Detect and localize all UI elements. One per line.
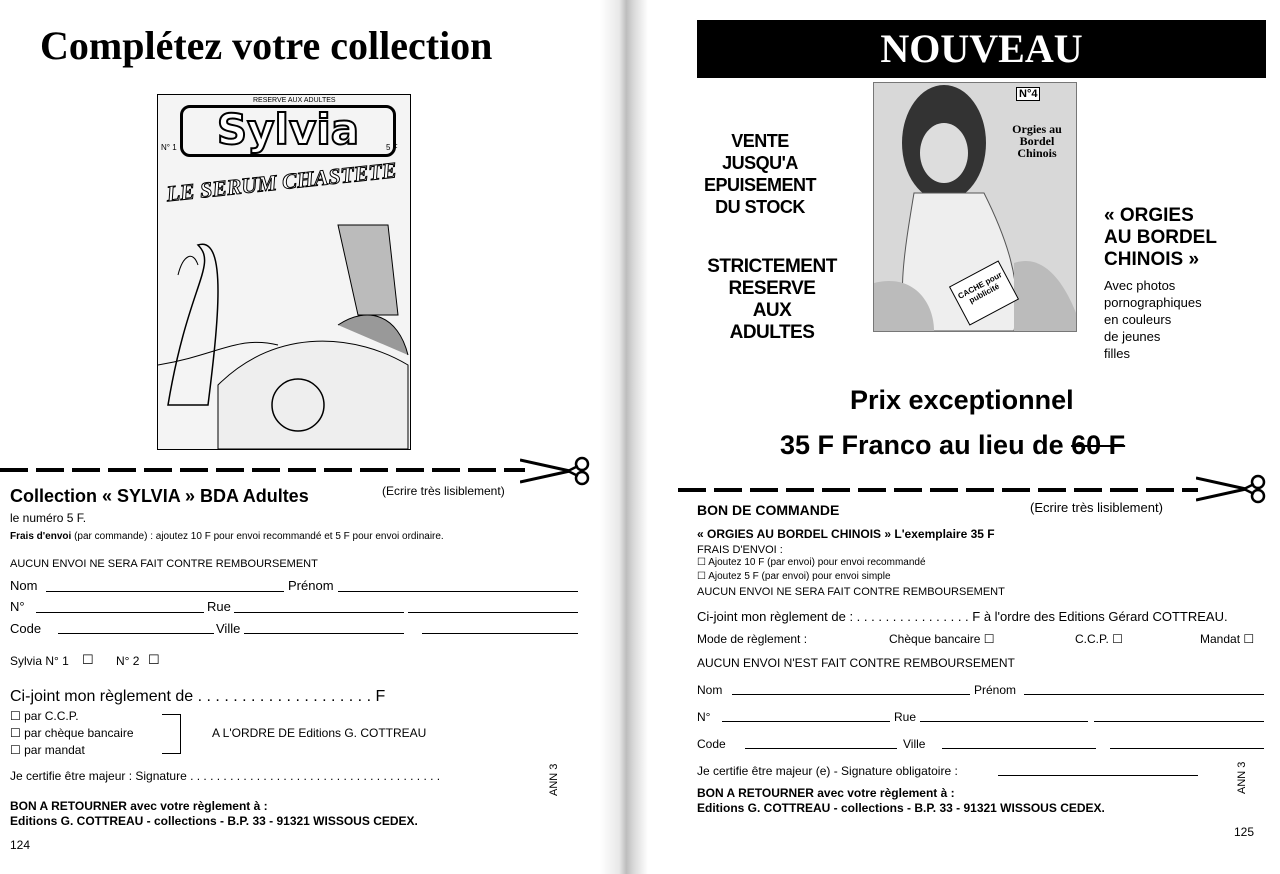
order-note: (Ecrire très lisiblement) <box>382 484 505 498</box>
vente-line: DU STOCK <box>715 197 805 217</box>
price-line: le numéro 5 F. <box>10 511 87 525</box>
product-title-line: AU BORDEL <box>1104 227 1217 248</box>
nom-label: Nom <box>697 683 723 697</box>
payment-line: Ci-joint mon règlement de . . . . . . . . . . . . . . . . . . . . F <box>10 688 386 705</box>
mode-label: Mode de règlement : <box>697 632 808 646</box>
order-heading: BON DE COMMANDE <box>697 502 840 518</box>
rue-label: Rue <box>894 710 917 724</box>
shipping-line <box>10 531 444 542</box>
issue2-checkbox[interactable]: ☐ <box>148 652 160 667</box>
reserve-block <box>692 256 852 344</box>
reserve-line: RESERVE <box>728 278 816 299</box>
cut-line <box>0 468 525 472</box>
ville-field[interactable] <box>942 748 1096 749</box>
price-heading: Prix exceptionnel <box>850 385 1074 415</box>
desc-line: Avec photos <box>1104 278 1176 293</box>
ville-field-2[interactable] <box>422 633 578 634</box>
certify-line: Je certifie être majeur : Signature . . . . . . . . . . . . . . . . . . . . . . . . . . . . . . . . . . . . . . <box>10 769 441 783</box>
frais-recommande-option[interactable]: ☐ Ajoutez 10 F (par envoi) pour envoi recommandé <box>697 557 926 568</box>
rue-field-2[interactable] <box>1094 721 1264 722</box>
order-note: (Ecrire très lisiblement) <box>1030 500 1163 515</box>
cover-story-title: LE SERUM CHASTETE <box>165 157 398 207</box>
return-line-1: BON A RETOURNER avec votre règlement à : <box>10 799 268 813</box>
cover-title: Orgies au Bordel Chinois <box>1012 122 1062 160</box>
scissors-icon <box>1196 474 1278 504</box>
no-field[interactable] <box>722 721 890 722</box>
payment-bracket <box>162 714 181 754</box>
cover-price: 5 F <box>386 143 398 152</box>
return-line-1: BON A RETOURNER avec votre règlement à : <box>697 786 955 800</box>
product-title <box>1104 205 1217 271</box>
no-field[interactable] <box>36 612 204 613</box>
code-field[interactable] <box>58 633 214 634</box>
frais-label: FRAIS D'ENVOI : <box>697 544 783 556</box>
desc-line: filles <box>1104 346 1131 361</box>
order-item: « ORGIES AU BORDEL CHINOIS » L'exemplaire 35 F <box>697 527 995 541</box>
prenom-field[interactable] <box>338 591 578 592</box>
cover-number: N° 1 <box>161 143 177 152</box>
vente-block <box>700 130 820 218</box>
cover-number: N°4 <box>1016 87 1040 101</box>
rue-field-2[interactable] <box>408 612 578 613</box>
mandat-option[interactable]: Mandat ☐ <box>1200 632 1255 646</box>
product-title-line: « ORGIES <box>1104 205 1194 226</box>
reserve-line: AUX <box>752 300 792 321</box>
nom-field[interactable] <box>46 591 284 592</box>
vente-line: VENTE <box>731 131 789 151</box>
vente-line: EPUISEMENT <box>703 175 817 195</box>
orgies-cover-image <box>873 82 1077 332</box>
reserve-line: ADULTES <box>729 322 815 343</box>
prenom-label: Prénom <box>288 578 334 593</box>
nouveau-banner: NOUVEAU <box>697 20 1266 78</box>
ccp-option[interactable]: C.C.P. ☐ <box>1075 632 1123 646</box>
ville-label: Ville <box>903 737 926 751</box>
cheque-option[interactable]: Chèque bancaire ☐ <box>889 632 995 646</box>
rue-field[interactable] <box>920 721 1088 722</box>
no-label: N° <box>697 710 711 724</box>
page-number: 124 <box>10 838 31 852</box>
code-label: Code <box>10 621 42 636</box>
scissors-icon <box>520 456 600 486</box>
rue-label: Rue <box>207 599 231 614</box>
no-cod-notice-1: AUCUN ENVOI NE SERA FAIT CONTRE REMBOURSEMENT <box>697 586 1005 598</box>
price-line <box>780 430 1125 461</box>
issue2-label: N° 2 <box>116 654 140 668</box>
book-spine <box>600 0 648 874</box>
desc-line: pornographiques <box>1104 295 1202 310</box>
order-heading: Collection « SYLVIA » BDA Adultes <box>10 486 309 506</box>
certify-line: Je certifie être majeur (e) - Signature obligatoire : <box>697 764 958 778</box>
signature-field[interactable] <box>998 775 1198 776</box>
no-label: N° <box>10 599 25 614</box>
cache-sticker: CACHE pour publicité <box>949 260 1019 325</box>
issue1-checkbox[interactable]: ☐ <box>82 652 94 667</box>
page-number: 125 <box>1234 825 1255 839</box>
payment-line: Ci-joint mon règlement de : . . . . . . . . . . . . . . . . F à l'ordre des Editions Gérard COTTREAU. <box>697 609 1228 624</box>
sylvia-cover-image <box>157 94 411 450</box>
cut-line <box>678 488 1198 492</box>
prenom-label: Prénom <box>974 683 1017 697</box>
side-code: ANN 3 <box>1236 761 1248 794</box>
prenom-field[interactable] <box>1024 694 1264 695</box>
old-price: 60 F <box>1071 430 1126 460</box>
return-line-2: Editions G. COTTREAU - collections - B.P. 33 - 91321 WISSOUS CEDEX. <box>697 801 1105 815</box>
cover-illustration <box>158 205 410 449</box>
pay-ccp-option[interactable]: ☐ par C.C.P. <box>10 709 79 723</box>
pay-cheque-option[interactable]: ☐ par chèque bancaire <box>10 726 134 740</box>
vente-line: JUSQU'A <box>722 153 798 173</box>
ville-label: Ville <box>216 621 241 636</box>
rue-field[interactable] <box>234 612 404 613</box>
shipping-text: (par commande) : ajoutez 10 F pour envoi recommandé et 5 F pour envoi ordinaire. <box>71 531 444 542</box>
code-field[interactable] <box>745 748 897 749</box>
no-cod-notice: AUCUN ENVOI NE SERA FAIT CONTRE REMBOURSEMENT <box>10 558 318 570</box>
order-to: A L'ORDRE DE Editions G. COTTREAU <box>212 726 427 740</box>
product-description <box>1104 277 1202 362</box>
nom-label: Nom <box>10 578 38 593</box>
side-code: ANN 3 <box>548 763 560 796</box>
code-label: Code <box>697 737 726 751</box>
return-line-2: Editions G. COTTREAU - collections - B.P. 33 - 91321 WISSOUS CEDEX. <box>10 814 418 828</box>
product-title-line: CHINOIS » <box>1104 249 1200 270</box>
reserve-line: STRICTEMENT <box>707 256 837 277</box>
pay-mandat-option[interactable]: ☐ par mandat <box>10 743 85 757</box>
shipping-label: Frais d'envoi <box>10 531 72 542</box>
price-text: 35 F Franco au lieu de <box>780 430 1072 460</box>
desc-line: en couleurs <box>1104 312 1172 327</box>
cover-brand: Sylvia <box>180 105 396 157</box>
nom-field[interactable] <box>732 694 970 695</box>
no-cod-notice-2: AUCUN ENVOI N'EST FAIT CONTRE REMBOURSEMENT <box>697 656 1015 670</box>
issues-label: Sylvia N° 1 <box>10 654 69 668</box>
frais-simple-option[interactable]: ☐ Ajoutez 5 F (par envoi) pour envoi simple <box>697 571 891 582</box>
ville-field-2[interactable] <box>1110 748 1264 749</box>
cover-top-text: RESERVE AUX ADULTES <box>253 97 336 104</box>
page-title: Complétez votre collection <box>40 23 493 68</box>
ville-field[interactable] <box>244 633 404 634</box>
desc-line: de jeunes <box>1104 329 1161 344</box>
